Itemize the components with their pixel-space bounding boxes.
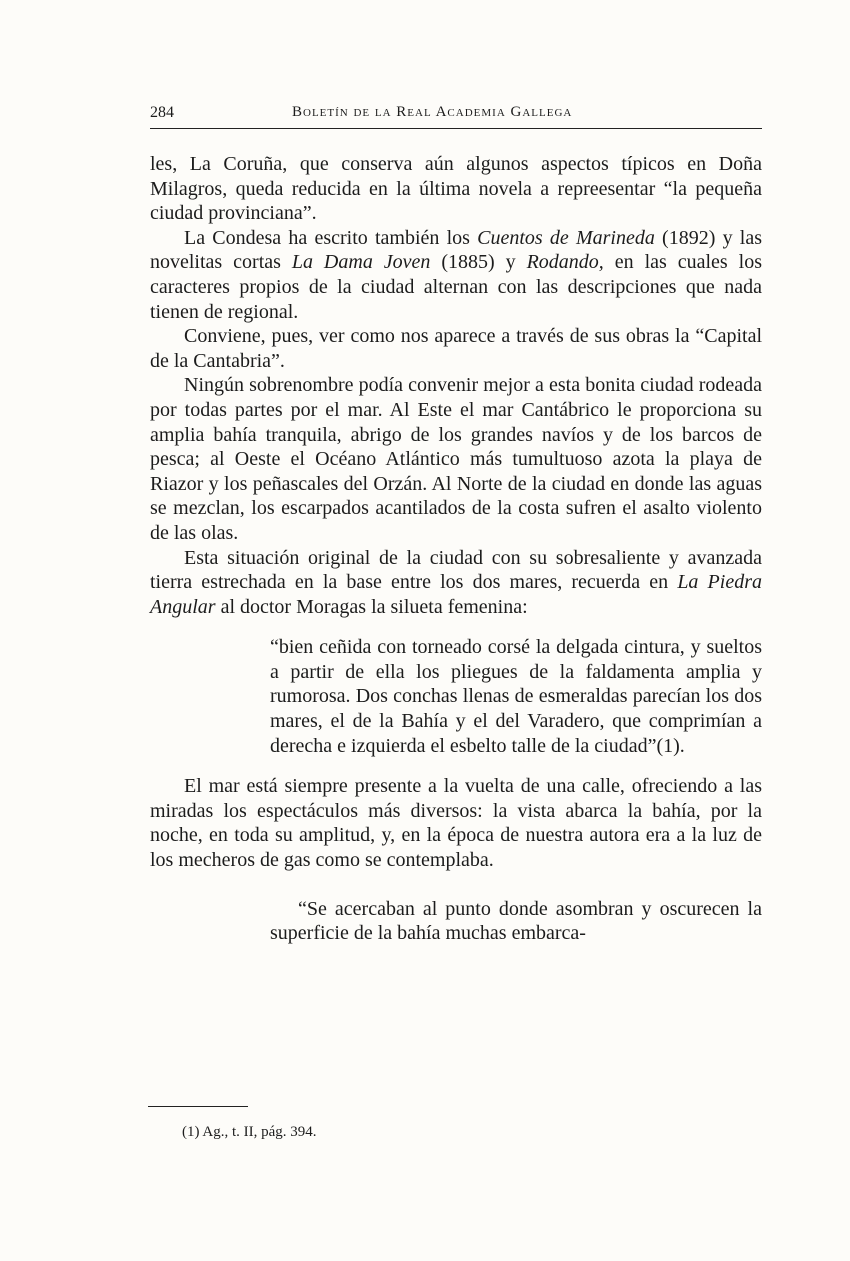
italic-title: La Dama Joven	[291, 251, 431, 274]
text-segment: en las cuales los caracteres propios de la ciudad alternan con las descripciones que nada tienen de regional.	[150, 251, 762, 323]
text-segment: (1892) y las novelitas cortas	[150, 226, 763, 274]
paragraph-situacion	[150, 546, 762, 620]
italic-title: Cuentos de Marineda	[477, 226, 655, 249]
page-number: 284	[150, 104, 174, 121]
text-segment: Conviene, pues, ver como nos aparece a través de sus obras la “Capital de la Cantabria”.	[150, 325, 762, 372]
running-head: Boletín de la Real Academia Gallega	[292, 104, 573, 120]
body-text	[150, 152, 762, 946]
text-segment: (1885) y	[430, 251, 527, 274]
block-quote-bahia: “Se acercaban al punto donde asombran y oscurecen la superficie de la bahía muchas embarca-	[270, 897, 762, 945]
text-segment: La Condesa ha escrito también los	[184, 226, 478, 249]
text-segment: les, La Coruña, que conserva aún algunos aspectos típicos en Doña Milagros, queda reducida en la última novela a repreesentar “la pequeña ciudad provinciana”.	[150, 153, 762, 225]
text-segment: Ningún sobrenombre podía convenir mejor a esta bonita ciudad rodeada por todas partes por el mar. Al Este el mar Cantábrico le proporciona su amplia bahía tranquila, abrigo de los grandes navíos y de los barcos de pesca; al Oeste el Océano Atlántico más tumultuoso azota la playa de Riazor y los peñascales del Orzán. Al Norte de la ciudad en donde las aguas se mezclan, los escarpados acantilados de la costa sufren el asalto violento de las olas.	[150, 374, 762, 544]
text-segment: Esta situación original de la ciudad con su sobresaliente y avanzada tierra estrechada en la base entre los dos mares, recuerda en	[150, 546, 762, 594]
footnote: (1) Ag., t. II, pág. 394.	[182, 1124, 317, 1140]
paragraph-cuentos	[150, 226, 762, 324]
page-header	[150, 104, 762, 129]
italic-title: La Piedra Angular	[150, 571, 762, 618]
italic-title: Rodando,	[526, 251, 604, 274]
text-segment: al doctor Moragas la silueta femenina:	[215, 595, 528, 618]
footnote-rule	[148, 1106, 248, 1107]
paragraph-mar: El mar está siempre presente a la vuelta de una calle, ofreciendo a las miradas los espectáculos más diversos: la vista abarca la bahía, por la noche, en toda su amplitud, y, en la época de nuestra autora era a la luz de los mecheros de gas como se contemplaba.	[150, 775, 762, 872]
paragraph-sobrenombre	[150, 373, 762, 545]
block-quote-silueta: “bien ceñida con torneado corsé la delgada cintura, y sueltos a partir de ella los pliegues de la faldamenta amplia y rumorosa. Dos conchas llenas de esmeraldas parecían los dos mares, el de la Bahía y el del Varadero, que comprimían a derecha e izquierda el esbelto talle de la ciudad”(1).	[270, 636, 762, 757]
paragraph-continuation	[150, 152, 762, 226]
paragraph-capital	[150, 324, 762, 373]
